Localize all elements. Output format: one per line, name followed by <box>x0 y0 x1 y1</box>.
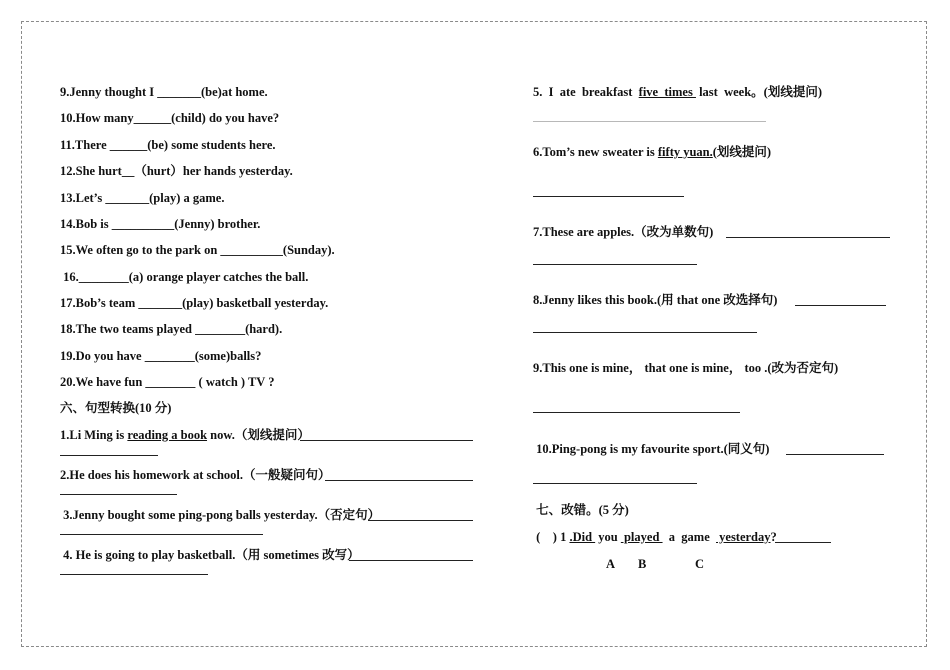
transform-q2: 2.He does his homework at school.（一般疑问句） <box>60 468 331 482</box>
answer-line-q4b <box>60 574 208 575</box>
transform-q5 <box>533 84 822 100</box>
transform-q4: 4. He is going to play basketball.（用 sometimes 改写） <box>60 548 360 562</box>
fill-item-20: 20.We have fun ________ ( watch ) TV ? <box>60 375 275 389</box>
transform-q9: 9.This one is mine， that one is mine， too .(改为否定句) <box>533 361 839 375</box>
section-6-title: 六、句型转换(10 分) <box>60 401 172 415</box>
transform-q3: 3.Jenny bought some ping-pong balls yesterday.（否定句） <box>60 508 381 522</box>
err-mid: a game <box>662 530 717 544</box>
answer-line-q4a <box>349 560 473 561</box>
answer-line-q6 <box>533 196 684 197</box>
fill-item-12: 12.She hurt__（hurt）her hands yesterday. <box>60 164 293 178</box>
option-label-a: A <box>606 557 616 571</box>
err-part-a: .Did <box>569 530 596 544</box>
q6-text-a: 6.Tom’s new sweater is <box>533 145 658 159</box>
fill-item-11: 11.There ______(be) some students here. <box>60 138 276 152</box>
q1-text-b: now.（划线提问） <box>207 428 310 442</box>
answer-line-q10b <box>533 483 697 484</box>
q5-text-a: 5. I ate breakfast <box>533 85 639 99</box>
answer-line-q2b <box>60 494 177 495</box>
answer-line-q10a <box>786 454 884 455</box>
err-post: ? <box>770 530 777 544</box>
fill-item-10: 10.How many______(child) do you have? <box>60 111 280 125</box>
q5-underlined: five times <box>638 85 696 99</box>
err-part-c: yesterday <box>716 530 771 544</box>
fill-item-14: 14.Bob is __________(Jenny) brother. <box>60 217 261 231</box>
q1-text-a: 1.Li Ming is <box>60 428 128 442</box>
fill-item-16: 16.________(a) orange player catches the ball. <box>60 270 309 284</box>
q1-underlined: reading a book <box>127 428 208 442</box>
error-correction-item-1 <box>533 529 777 545</box>
answer-line-q3b <box>60 534 263 535</box>
answer-line-q8b <box>533 332 757 333</box>
answer-line-q7a <box>726 237 890 238</box>
answer-line-q2a <box>325 480 473 481</box>
transform-q8: 8.Jenny likes this book.(用 that one 改选择句) <box>533 293 778 307</box>
err-you: you <box>595 530 621 544</box>
answer-line-q3a <box>368 520 473 521</box>
transform-q6 <box>533 144 771 160</box>
fill-item-19: 19.Do you have ________(some)balls? <box>60 349 262 363</box>
fill-item-9: 9.Jenny thought I _______(be)at home. <box>60 85 268 99</box>
fill-item-13: 13.Let’s _______(play) a game. <box>60 191 225 205</box>
fill-item-17: 17.Bob’s team _______(play) basketball yesterday. <box>60 296 329 310</box>
answer-line-q8a <box>795 305 886 306</box>
transform-q7: 7.These are apples.（改为单数句) <box>533 225 714 239</box>
answer-line-q1b <box>60 455 158 456</box>
transform-q1 <box>60 427 310 443</box>
transform-q10: 10.Ping-pong is my favourite sport.(同义句) <box>533 442 770 456</box>
answer-line-err-1 <box>775 542 831 543</box>
q6-text-b: (划线提问) <box>712 145 772 159</box>
option-label-c: C <box>695 557 705 571</box>
section-7-title: 七、改错。(5 分) <box>533 503 629 517</box>
answer-line-q9 <box>533 412 740 413</box>
answer-line-q7b <box>533 264 697 265</box>
option-label-b: B <box>638 557 647 571</box>
q5-text-b: last week。(划线提问) <box>695 85 822 99</box>
fill-item-15: 15.We often go to the park on __________(Sunday). <box>60 243 335 257</box>
answer-line-q5 <box>533 121 766 122</box>
err-part-b: played <box>620 530 663 544</box>
answer-line-q1a <box>300 440 473 441</box>
q6-underlined: fifty yuan. <box>657 145 713 159</box>
fill-item-18: 18.The two teams played ________(hard). <box>60 322 283 336</box>
err-prefix: ( ) 1 <box>533 530 570 544</box>
